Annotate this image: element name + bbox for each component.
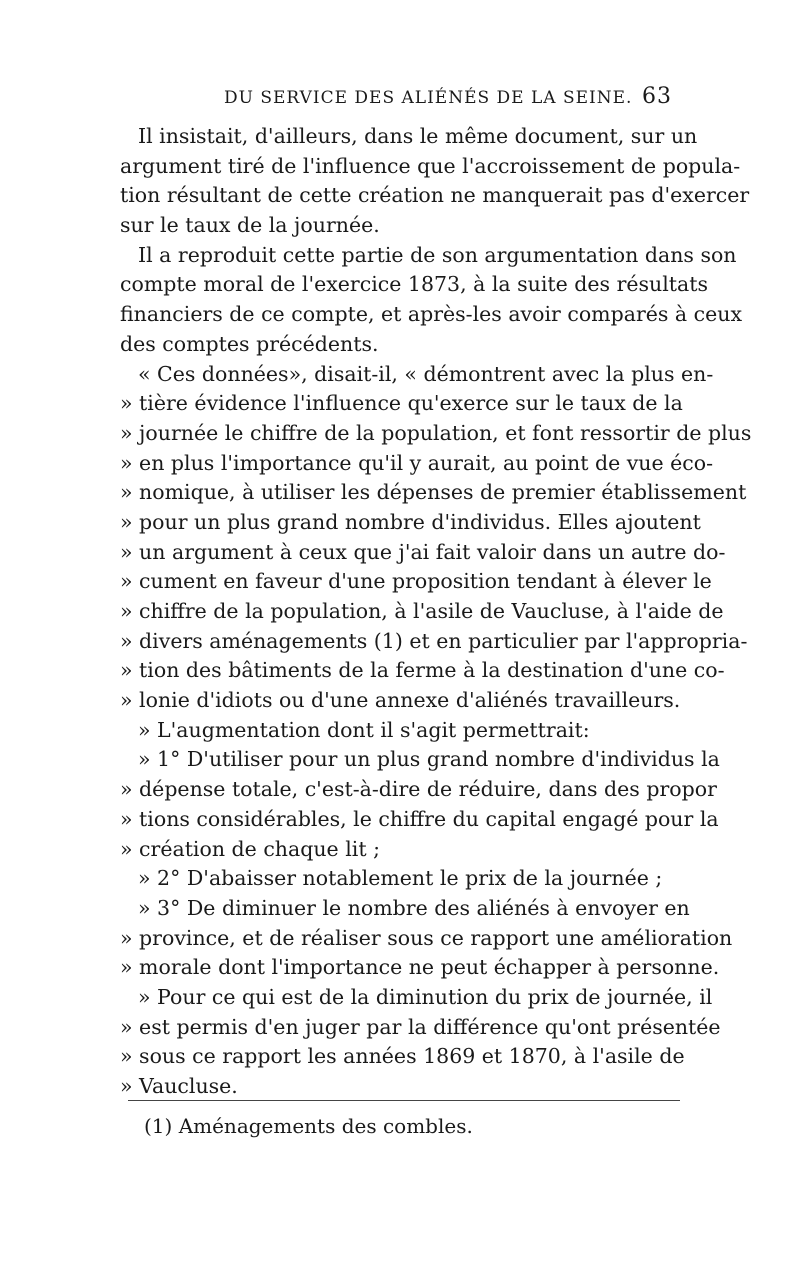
text-line: » dépense totale, c'est-à-dire de réduire, dans des propor: [120, 777, 717, 802]
text-line: » nomique, à utiliser les dépenses de premier établissement: [120, 480, 747, 505]
text-line: » création de chaque lit ;: [120, 836, 380, 861]
text-line: » 1° D'utiliser pour un plus grand nombre d'individus la: [138, 747, 720, 772]
text-line: » pour un plus grand nombre d'individus. Elles ajoutent: [120, 509, 701, 534]
text-line: sur le taux de la journée.: [120, 213, 380, 238]
text-line: Il a reproduit cette partie de son argumentation dans son: [138, 242, 737, 267]
text-line: » sous ce rapport les années 1869 et 1870, à l'asile de: [120, 1044, 685, 1069]
text-line: » divers aménagements (1) et en particulier par l'appropria-: [120, 628, 748, 653]
footnote-divider: [128, 1100, 680, 1101]
text-line: » tière évidence l'influence qu'exerce sur le taux de la: [120, 391, 683, 416]
text-line: » L'augmentation dont il s'agit permettrait:: [138, 717, 590, 742]
body-text: [120, 122, 752, 1102]
text-line: « Ces données», disait-il, « démontrent avec la plus en-: [138, 361, 714, 386]
text-line: compte moral de l'exercice 1873, à la suite des résultats: [120, 272, 709, 297]
page-number: 63: [642, 84, 672, 109]
text-line: financiers de ce compte, et après-les avoir comparés à ceux: [120, 302, 743, 327]
text-line: » chiffre de la population, à l'asile de Vaucluse, à l'aide de: [120, 599, 724, 623]
text-line: » Vaucluse.: [120, 1074, 238, 1098]
text-line: » cument en faveur d'une proposition tendant à élever le: [120, 569, 712, 594]
text-line: » 2° D'abaisser notablement le prix de la journée ;: [138, 866, 663, 891]
document-page: [120, 82, 752, 1138]
text-line: Il insistait, d'ailleurs, dans le même document, sur un: [138, 124, 698, 148]
text-line: » journée le chiffre de la population, et font ressortir de plus: [120, 420, 752, 445]
text-line: des comptes précédents.: [120, 331, 379, 356]
text-line: » tion des bâtiments de la ferme à la destination d'une co-: [120, 658, 725, 683]
text-line: » 3° De diminuer le nombre des aliénés à envoyer en: [138, 895, 690, 920]
text-line: » province, et de réaliser sous ce rapport une amélioration: [120, 925, 733, 950]
text-line: » un argument à ceux que j'ai fait valoir dans un autre do-: [120, 539, 726, 564]
text-line: » morale dont l'importance ne peut échapper à personne.: [120, 955, 720, 980]
text-line: » tions considérables, le chiffre du capital engagé pour la: [120, 806, 719, 831]
footnote: (1) Aménagements des combles.: [144, 1114, 473, 1138]
text-line: » est permis d'en juger par la différence qu'ont présentée: [120, 1014, 721, 1039]
text-line: » Pour ce qui est de la diminution du prix de journée, il: [138, 984, 713, 1009]
running-title: DU SERVICE DES ALIÉNÉS DE LA SEINE.: [224, 88, 633, 108]
text-line: » lonie d'idiots ou d'une annexe d'aliénés travailleurs.: [120, 688, 681, 713]
text-line: tion résultant de cette création ne manquerait pas d'exercer: [120, 183, 750, 208]
page-header: [120, 82, 680, 122]
text-line: argument tiré de l'influence que l'accroissement de popula-: [120, 153, 741, 178]
text-line: » en plus l'importance qu'il y aurait, au point de vue éco-: [120, 450, 714, 475]
